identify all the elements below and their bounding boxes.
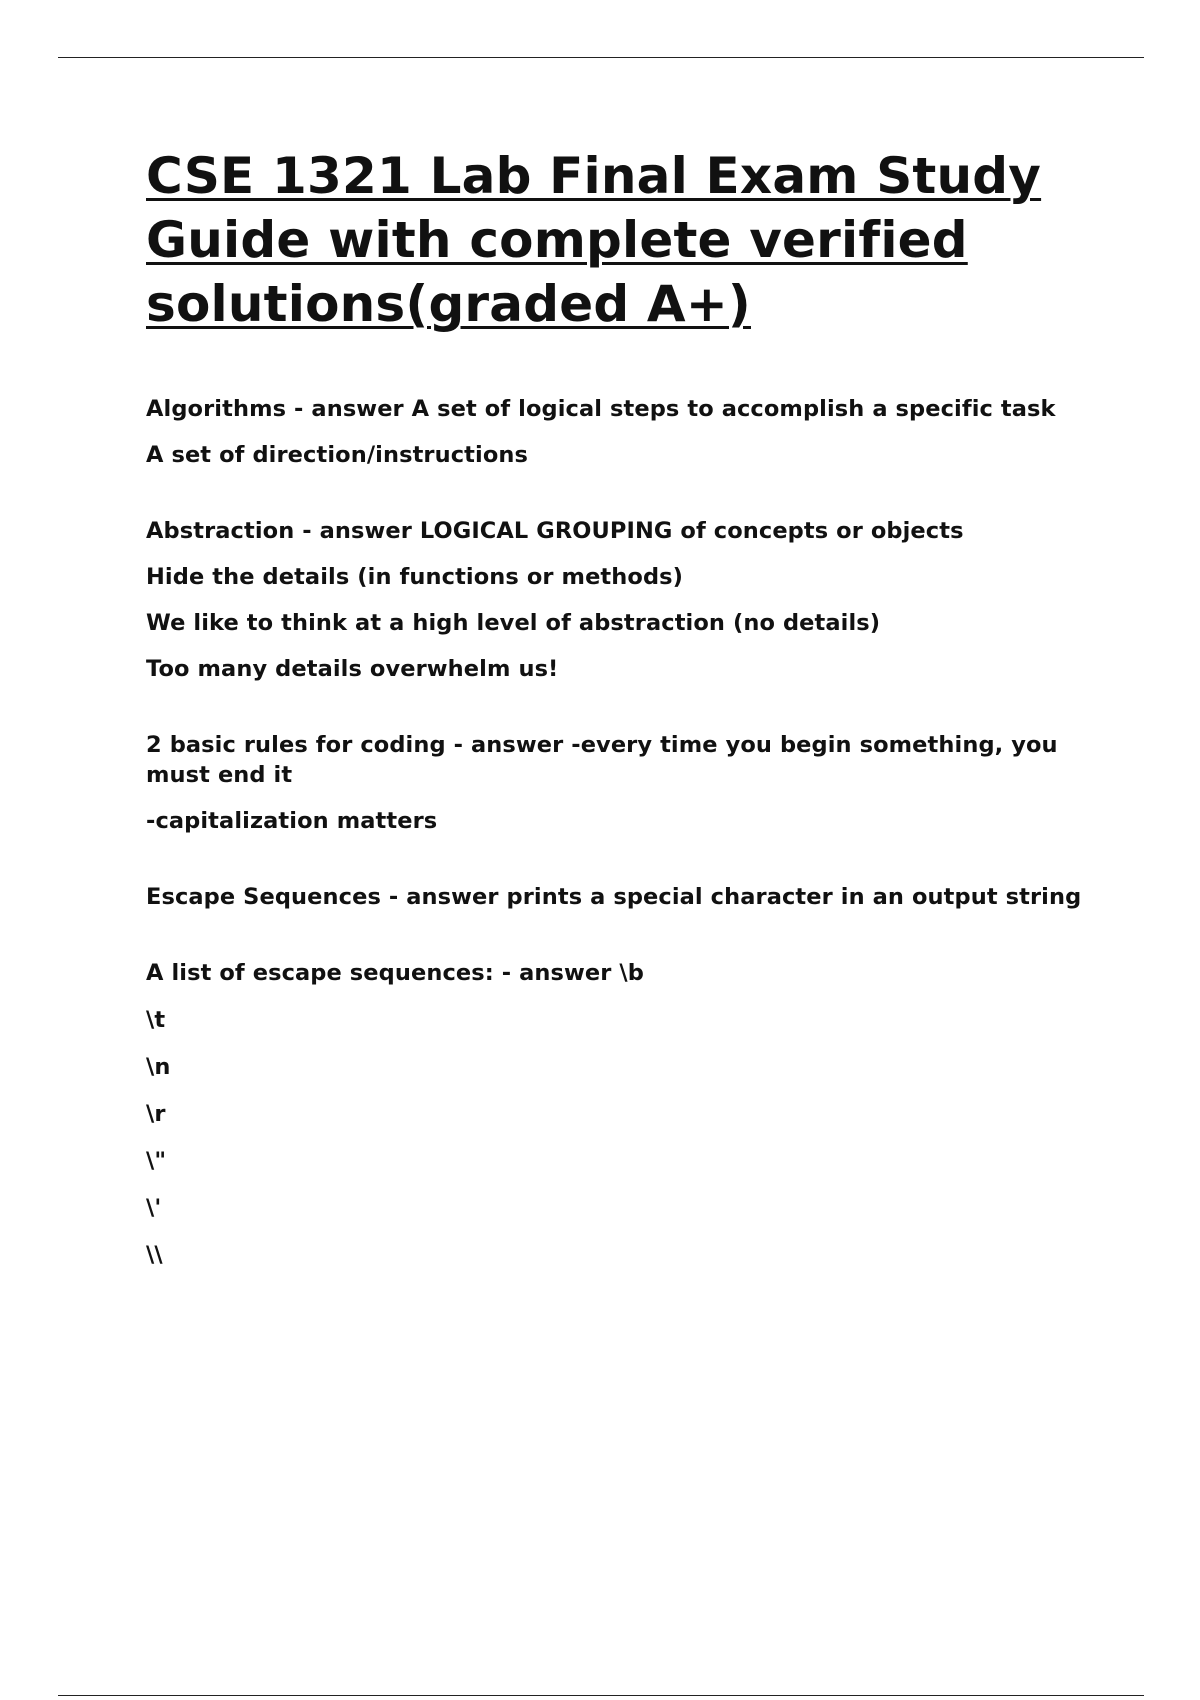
qa-line: 2 basic rules for coding - answer -every time you begin something, you must end it: [146, 732, 1058, 788]
qa-line: Escape Sequences - answer prints a special character in an output string: [146, 884, 1082, 910]
qa-entry-escape-list: [146, 958, 1086, 1270]
qa-entry-algorithms: [146, 394, 1086, 470]
footer-rule: [58, 1695, 1144, 1696]
escape-item: \t: [146, 1007, 166, 1033]
escape-item: \r: [146, 1101, 166, 1127]
escape-item: \n: [146, 1054, 171, 1080]
escape-item: \\: [146, 1242, 163, 1268]
qa-line: We like to think at a high level of abstraction (no details): [146, 610, 881, 636]
qa-entry-escape-sequences: [146, 882, 1086, 912]
qa-line: Too many details overwhelm us!: [146, 656, 559, 682]
qa-entry-abstraction: [146, 516, 1086, 684]
qa-line: A set of direction/instructions: [146, 442, 529, 468]
escape-item: \": [146, 1148, 167, 1174]
qa-line: A list of escape sequences: - answer \b: [146, 960, 644, 986]
qa-line: Abstraction - answer LOGICAL GROUPING of concepts or objects: [146, 518, 964, 544]
document-title: CSE 1321 Lab Final Exam Study Guide with complete verified solutions(graded A+): [146, 147, 1042, 333]
header-rule: [58, 57, 1144, 58]
page-content: [146, 144, 1086, 1287]
qa-entry-coding-rules: [146, 730, 1086, 836]
qa-list: [146, 394, 1086, 1270]
qa-line: Hide the details (in functions or methods): [146, 564, 684, 590]
qa-line: Algorithms - answer A set of logical steps to accomplish a specific task: [146, 396, 1056, 422]
escape-item: \': [146, 1195, 162, 1221]
qa-line: -capitalization matters: [146, 808, 438, 834]
